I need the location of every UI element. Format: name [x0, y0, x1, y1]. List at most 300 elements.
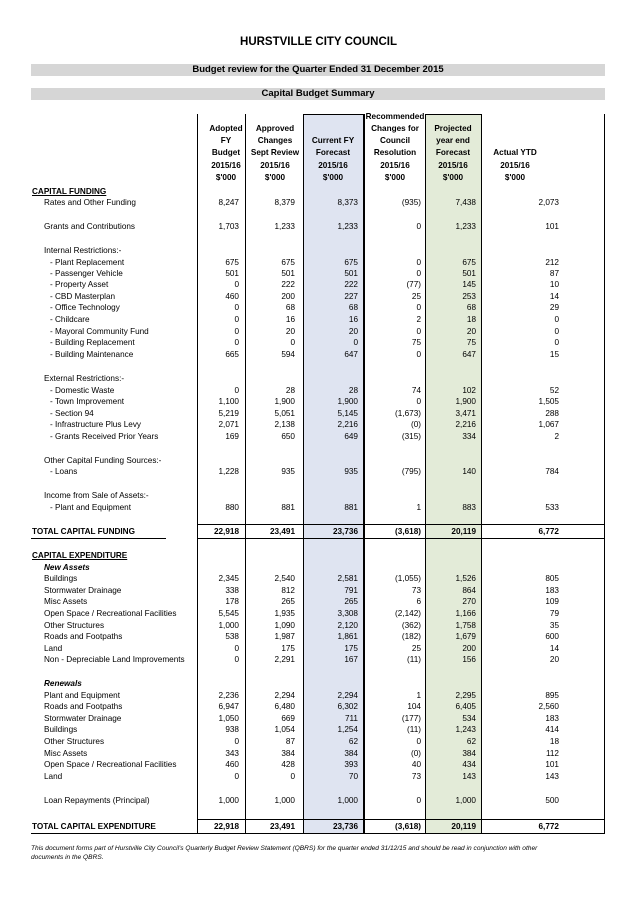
cell-value: 16 — [285, 315, 295, 324]
cell-value: 200 — [281, 292, 295, 301]
cell-value: 0 — [416, 222, 421, 231]
column-header-line: $'000 — [215, 172, 237, 182]
column-header — [304, 135, 362, 184]
cell-value: 0 — [416, 303, 421, 312]
cell-value: 62 — [466, 737, 476, 746]
column-header — [364, 111, 426, 184]
cell-value: 434 — [462, 760, 476, 769]
column-header-line: Resolution — [373, 148, 417, 158]
row-label: Roads and Footpaths — [44, 702, 123, 711]
cell-value: 1,233 — [455, 222, 476, 231]
cell-value: 1,000 — [455, 796, 476, 805]
cell-value: 143 — [545, 772, 559, 781]
cell-value: 791 — [344, 586, 358, 595]
cell-value: 0 — [234, 737, 239, 746]
cell-value: 2,560 — [538, 702, 559, 711]
row-label: - Grants Received Prior Years — [50, 432, 159, 441]
cell-value: 253 — [462, 292, 476, 301]
cell-value: 20 — [549, 655, 559, 664]
cell-value: 1 — [416, 691, 421, 700]
cell-value: 227 — [344, 292, 358, 301]
row-label: CAPITAL FUNDING — [32, 187, 107, 196]
cell-value: 22,918 — [213, 527, 239, 536]
cell-value: 23,491 — [269, 527, 295, 536]
table-row — [31, 337, 605, 349]
cell-value: 343 — [225, 749, 239, 758]
cell-value: 669 — [281, 714, 295, 723]
column-header-line: Projected — [434, 124, 472, 133]
table-row — [31, 396, 605, 408]
cell-value: (182) — [401, 632, 421, 641]
cell-value: 501 — [344, 269, 358, 278]
cell-value: 112 — [545, 749, 559, 758]
cell-value: 270 — [462, 597, 476, 606]
cell-value: 8,247 — [218, 198, 239, 207]
row-label: - Passenger Vehicle — [50, 269, 123, 278]
cell-value: 1,900 — [274, 397, 295, 406]
column-header-line: Forecast — [315, 148, 351, 158]
cell-value: 1,254 — [337, 725, 358, 734]
cell-value: 79 — [549, 609, 559, 618]
cell-value: 883 — [462, 503, 476, 512]
cell-value: 18 — [549, 737, 559, 746]
cell-value: 0 — [416, 258, 421, 267]
row-label: Renewals — [44, 679, 82, 688]
cell-value: 1,935 — [274, 609, 295, 618]
row-label: - Loans — [50, 467, 78, 476]
column-header-line: $'000 — [442, 172, 464, 182]
cell-value: 1,090 — [274, 621, 295, 630]
table-row — [31, 314, 605, 326]
table-row — [31, 466, 605, 478]
column-header-line: 2015/16 — [380, 160, 410, 170]
cell-value: 0 — [353, 338, 358, 347]
cell-value: 649 — [344, 432, 358, 441]
page-title: HURSTVILLE CITY COUNCIL — [240, 36, 397, 48]
cell-value: 1,054 — [274, 725, 295, 734]
cell-value: 0 — [554, 327, 559, 336]
cell-value: 222 — [344, 280, 358, 289]
row-label: Buildings — [44, 574, 78, 583]
row-label: - Building Replacement — [50, 338, 135, 347]
cell-value: 140 — [462, 467, 476, 476]
cell-value: 1,100 — [218, 397, 239, 406]
column-header-line: Sept Review — [250, 148, 300, 158]
cell-value: 0 — [554, 315, 559, 324]
cell-value: 1,050 — [218, 714, 239, 723]
cell-value: 18 — [466, 315, 476, 324]
cell-value: 29 — [549, 303, 559, 312]
cell-value: 460 — [225, 760, 239, 769]
row-label: Non - Depreciable Land Improvements — [44, 655, 185, 664]
cell-value: 600 — [545, 632, 559, 641]
cell-value: 175 — [281, 644, 295, 653]
table-row — [31, 490, 605, 502]
cell-value: 2 — [416, 315, 421, 324]
column-header-line: 2015/16 — [438, 160, 468, 170]
table-row — [31, 419, 605, 431]
row-label: Internal Restrictions:- — [44, 246, 122, 255]
table-row — [31, 197, 605, 209]
cell-value: (935) — [401, 198, 421, 207]
cell-value: 1,987 — [274, 632, 295, 641]
table-row — [31, 596, 605, 608]
cell-value: 5,145 — [337, 409, 358, 418]
table-row — [31, 701, 605, 713]
cell-value: 167 — [344, 655, 358, 664]
cell-value: 1,067 — [538, 420, 559, 429]
cell-value: 102 — [462, 386, 476, 395]
cell-value: 393 — [344, 760, 358, 769]
cell-value: 1,505 — [538, 397, 559, 406]
column-header-line: $'000 — [384, 172, 406, 182]
cell-value: 1,703 — [218, 222, 239, 231]
cell-value: 68 — [285, 303, 295, 312]
row-label: - Section 94 — [50, 409, 94, 418]
cell-value: 784 — [545, 467, 559, 476]
table-row — [31, 724, 605, 736]
column-header-line: $'000 — [322, 172, 344, 182]
cell-value: 20 — [466, 327, 476, 336]
column-header — [487, 147, 543, 184]
cell-value: 28 — [348, 386, 358, 395]
cell-value: 222 — [281, 280, 295, 289]
column-header — [425, 123, 481, 184]
cell-value: 40 — [411, 760, 421, 769]
cell-value: (3,618) — [395, 527, 421, 536]
column-header-line: $'000 — [264, 172, 286, 182]
cell-value: 156 — [462, 655, 476, 664]
cell-value: 2,581 — [337, 574, 358, 583]
cell-value: 1,679 — [455, 632, 476, 641]
cell-value: 2,295 — [455, 691, 476, 700]
table-row — [31, 279, 605, 291]
cell-value: 75 — [466, 338, 476, 347]
cell-value: 534 — [462, 714, 476, 723]
total-label-underline — [31, 538, 166, 539]
table-row — [31, 302, 605, 314]
cell-value: 5,545 — [218, 609, 239, 618]
cell-value: 938 — [225, 725, 239, 734]
column-header — [246, 123, 304, 184]
cell-value: 23,736 — [332, 822, 358, 831]
cell-value: 805 — [545, 574, 559, 583]
cell-value: 178 — [225, 597, 239, 606]
cell-value: 501 — [225, 269, 239, 278]
row-label: Roads and Footpaths — [44, 632, 123, 641]
table-row — [31, 221, 605, 233]
cell-value: 104 — [407, 702, 421, 711]
column-header-line: Current FY — [311, 136, 355, 146]
cell-value: 880 — [225, 503, 239, 512]
cell-value: 864 — [462, 586, 476, 595]
cell-value: 20,119 — [451, 822, 476, 831]
row-label: TOTAL CAPITAL FUNDING — [32, 527, 135, 536]
column-header-line: 2015/16 — [260, 160, 290, 170]
cell-value: 675 — [281, 258, 295, 267]
cell-value: 74 — [411, 386, 421, 395]
cell-value: 881 — [281, 503, 295, 512]
cell-value: 1 — [416, 503, 421, 512]
cell-value: 68 — [348, 303, 358, 312]
cell-value: 28 — [285, 386, 295, 395]
column-header-line: Approved — [255, 124, 295, 133]
cell-value: 2,216 — [455, 420, 476, 429]
table-row — [31, 349, 605, 361]
cell-value: 22,918 — [213, 822, 239, 831]
table-row — [31, 736, 605, 748]
cell-value: 1,000 — [218, 621, 239, 630]
row-label: - Infrastructure Plus Levy — [50, 420, 142, 429]
cell-value: 1,000 — [218, 796, 239, 805]
cell-value: 2,071 — [218, 420, 239, 429]
row-label: - Town Improvement — [50, 397, 125, 406]
cell-value: (77) — [406, 280, 421, 289]
cell-value: 384 — [344, 749, 358, 758]
row-label: Land — [44, 644, 63, 653]
row-label: - Mayoral Community Fund — [50, 327, 149, 336]
cell-value: 384 — [462, 749, 476, 758]
cell-value: 650 — [281, 432, 295, 441]
cell-value: 8,379 — [274, 198, 295, 207]
cell-value: 73 — [411, 772, 421, 781]
cell-value: 2,216 — [337, 420, 358, 429]
cell-value: 3,471 — [455, 409, 476, 418]
cell-value: 665 — [225, 350, 239, 359]
column-header-line: Council — [379, 136, 411, 146]
column-header-line: FY — [220, 136, 232, 146]
cell-value: 1,900 — [455, 397, 476, 406]
cell-value: 0 — [290, 772, 295, 781]
cell-value: 1,526 — [455, 574, 476, 583]
table-row — [31, 678, 605, 690]
column-header-line: 2015/16 — [211, 160, 241, 170]
cell-value: 0 — [416, 350, 421, 359]
cell-value: (362) — [401, 621, 421, 630]
cell-value: (315) — [401, 432, 421, 441]
cell-value: 0 — [234, 327, 239, 336]
cell-value: 1,233 — [274, 222, 295, 231]
cell-value: 0 — [416, 327, 421, 336]
cell-value: 35 — [549, 621, 559, 630]
cell-value: 2,236 — [218, 691, 239, 700]
cell-value: 62 — [348, 737, 358, 746]
row-label: Buildings — [44, 725, 78, 734]
cell-value: 101 — [545, 222, 559, 231]
cell-value: 6,302 — [337, 702, 358, 711]
cell-value: (0) — [410, 749, 421, 758]
cell-value: 935 — [344, 467, 358, 476]
row-label: Rates and Other Funding — [44, 198, 136, 207]
cell-value: 3,308 — [337, 609, 358, 618]
cell-value: (11) — [407, 725, 421, 734]
cell-value: 460 — [225, 292, 239, 301]
cell-value: 0 — [234, 303, 239, 312]
cell-value: 87 — [549, 269, 559, 278]
row-label: Other Capital Funding Sources:- — [44, 456, 162, 465]
table-row — [31, 573, 605, 585]
row-label: Other Structures — [44, 737, 105, 746]
cell-value: 675 — [462, 258, 476, 267]
column-header-line: Forecast — [435, 148, 471, 158]
cell-value: 1,758 — [455, 621, 476, 630]
table-row — [31, 631, 605, 643]
cell-value: 2,120 — [337, 621, 358, 630]
cell-value: (3,618) — [395, 822, 421, 831]
cell-value: 25 — [411, 644, 421, 653]
cell-value: 0 — [234, 280, 239, 289]
cell-value: 1,166 — [455, 609, 476, 618]
row-label: - Plant and Equipment — [50, 503, 132, 512]
cell-value: 334 — [462, 432, 476, 441]
row-label: - Domestic Waste — [50, 386, 115, 395]
cell-value: 812 — [281, 586, 295, 595]
cell-value: 16 — [348, 315, 358, 324]
cell-value: 1,228 — [218, 467, 239, 476]
row-label: Land — [44, 772, 63, 781]
row-label: Plant and Equipment — [44, 691, 121, 700]
total-top-rule — [197, 819, 605, 820]
cell-value: 1,000 — [337, 796, 358, 805]
table-row — [31, 431, 605, 443]
cell-value: 1,000 — [274, 796, 295, 805]
row-label: - Plant Replacement — [50, 258, 125, 267]
cell-value: 183 — [545, 714, 559, 723]
column-header-line: 2015/16 — [318, 160, 348, 170]
cell-value: 183 — [545, 586, 559, 595]
report-subtitle-band: Budget review for the Quarter Ended 31 December 2015 — [31, 64, 605, 76]
cell-value: 0 — [416, 796, 421, 805]
cell-value: 2 — [554, 432, 559, 441]
cell-value: 6,772 — [538, 527, 559, 536]
table-row — [31, 373, 605, 385]
table-row — [31, 245, 605, 257]
cell-value: 143 — [462, 772, 476, 781]
cell-value: 1,233 — [337, 222, 358, 231]
cell-value: 6,480 — [274, 702, 295, 711]
section-title-band: Capital Budget Summary — [31, 88, 605, 100]
cell-value: 675 — [225, 258, 239, 267]
row-label: Open Space / Recreational Facilities — [44, 760, 177, 769]
cell-value: 0 — [290, 338, 295, 347]
cell-value: 0 — [234, 772, 239, 781]
column-header-line: Changes for — [371, 124, 419, 134]
cell-value: 675 — [344, 258, 358, 267]
cell-value: 23,736 — [332, 527, 358, 536]
cell-value: (177) — [401, 714, 421, 723]
cell-value: 87 — [285, 737, 295, 746]
cell-value: 538 — [225, 632, 239, 641]
cell-value: 20 — [348, 327, 358, 336]
column-header-line: Actual YTD — [493, 148, 537, 158]
row-label: Stormwater Drainage — [44, 714, 122, 723]
cell-value: 8,373 — [337, 198, 358, 207]
cell-value: 0 — [554, 338, 559, 347]
cell-value: 0 — [234, 338, 239, 347]
cell-value: 5,219 — [218, 409, 239, 418]
cell-value: 2,294 — [337, 691, 358, 700]
cell-value: 0 — [234, 655, 239, 664]
row-label: Grants and Contributions — [44, 222, 136, 231]
capital-budget-table — [31, 111, 605, 834]
cell-value: 0 — [416, 737, 421, 746]
table-row — [31, 821, 605, 833]
row-label: - Property Asset — [50, 280, 109, 289]
cell-value: 20,119 — [451, 527, 476, 536]
cell-value: (0) — [410, 420, 421, 429]
cell-value: 1,243 — [455, 725, 476, 734]
cell-value: 145 — [462, 280, 476, 289]
cell-value: 338 — [225, 586, 239, 595]
column-header-line: year end — [436, 136, 470, 146]
total-bottom-rule — [197, 538, 605, 539]
row-label: - Childcare — [50, 315, 90, 324]
cell-value: 52 — [549, 386, 559, 395]
cell-value: 265 — [344, 597, 358, 606]
table-row — [31, 526, 605, 538]
cell-value: 10 — [549, 280, 559, 289]
table-row — [31, 502, 605, 514]
cell-value: 25 — [411, 292, 421, 301]
cell-value: 73 — [411, 586, 421, 595]
cell-value: 533 — [545, 503, 559, 512]
cell-value: 109 — [545, 597, 559, 606]
column-header-line: Changes — [257, 136, 293, 146]
cell-value: 7,438 — [455, 198, 476, 207]
table-row — [31, 654, 605, 666]
row-label: CAPITAL EXPENDITURE — [32, 551, 128, 560]
footnote: This document forms part of Hurstville City Council's Quarterly Budget Review Statement (QBRS) for the quarter ended 31/12/15 and should be read in conjunction with other documents in the QBRS. — [31, 845, 538, 861]
row-label: Misc Assets — [44, 597, 88, 606]
cell-value: 414 — [545, 725, 559, 734]
row-label: - Building Maintenance — [50, 350, 134, 359]
table-row — [31, 550, 605, 562]
cell-value: 428 — [281, 760, 295, 769]
cell-value: 15 — [549, 350, 559, 359]
table-row — [31, 759, 605, 771]
cell-value: 647 — [462, 350, 476, 359]
cell-value: 501 — [462, 269, 476, 278]
column-header-line: 2015/16 — [500, 160, 530, 170]
cell-value: 501 — [281, 269, 295, 278]
column-header-line: Recommended — [365, 111, 425, 121]
row-label: Stormwater Drainage — [44, 586, 122, 595]
cell-value: 68 — [466, 303, 476, 312]
table-row — [31, 795, 605, 807]
cell-value: 2,073 — [538, 198, 559, 207]
column-header-line: Adopted — [209, 124, 243, 133]
cell-value: 2,540 — [274, 574, 295, 583]
row-label: - Office Technology — [50, 303, 120, 312]
total-top-rule — [197, 524, 605, 525]
cell-value: 6,772 — [538, 822, 559, 831]
cell-value: 500 — [545, 796, 559, 805]
column-header — [201, 123, 251, 184]
cell-value: 2,291 — [274, 655, 295, 664]
cell-value: 288 — [545, 409, 559, 418]
table-row — [31, 608, 605, 620]
cell-value: 6 — [416, 597, 421, 606]
row-label: TOTAL CAPITAL EXPENDITURE — [32, 822, 156, 831]
cell-value: 1,900 — [337, 397, 358, 406]
row-label: - CBD Masterplan — [50, 292, 116, 301]
cell-value: (11) — [407, 655, 421, 664]
cell-value: 200 — [462, 644, 476, 653]
cell-value: 895 — [545, 691, 559, 700]
cell-value: 935 — [281, 467, 295, 476]
cell-value: 384 — [281, 749, 295, 758]
cell-value: 5,051 — [274, 409, 295, 418]
